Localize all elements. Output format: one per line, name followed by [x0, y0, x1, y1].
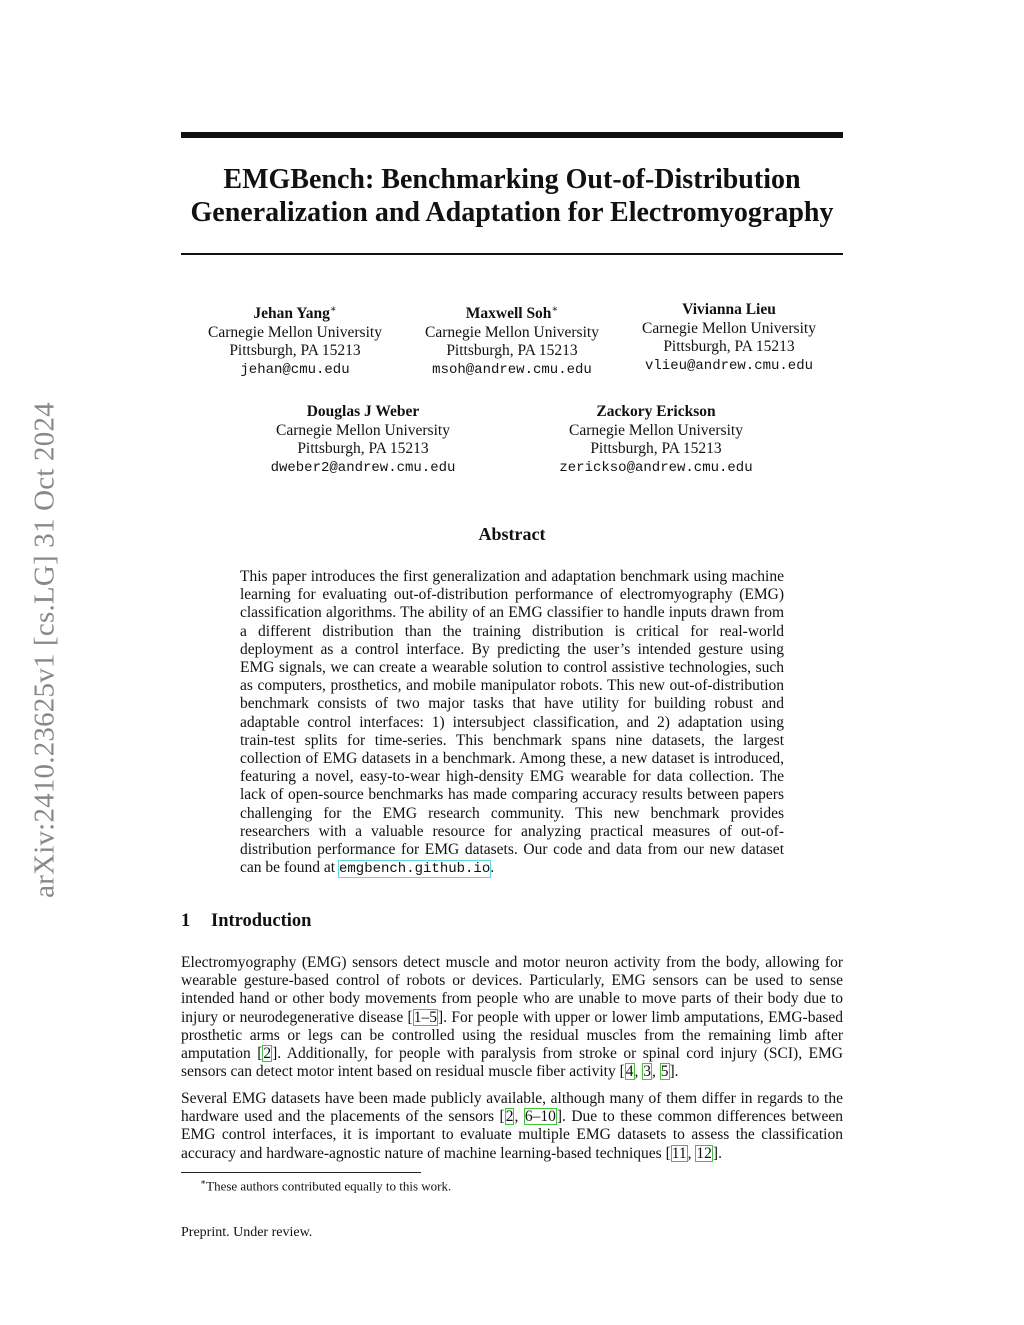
project-url-link[interactable]: emgbench.github.io — [339, 861, 491, 878]
author-address: Pittsburgh, PA 15213 — [590, 440, 722, 457]
paper-title — [181, 163, 843, 229]
author-name: Douglas J Weber — [306, 403, 420, 420]
title-rule-bottom — [181, 253, 843, 255]
author-address: Pittsburgh, PA 15213 — [229, 342, 361, 360]
author-block — [180, 301, 410, 379]
author-affiliation: Carnegie Mellon University — [642, 319, 816, 337]
citation-link[interactable]: 1–5 — [413, 1008, 437, 1026]
author-name: Zackory Erickson — [596, 403, 716, 420]
title-rule-top — [181, 132, 843, 138]
citation-link[interactable]: 11 — [671, 1144, 687, 1162]
author-email[interactable]: msoh@andrew.cmu.edu — [432, 361, 592, 378]
footnote: ∗These authors contributed equally to this work. — [200, 1177, 452, 1194]
author-block — [614, 301, 844, 375]
author-affiliation: Carnegie Mellon University — [276, 421, 450, 439]
citation-link[interactable]: 3 — [643, 1063, 652, 1081]
author-email[interactable]: jehan@cmu.edu — [240, 361, 350, 378]
author-name: Jehan Yang∗ — [253, 304, 337, 323]
author-block — [541, 403, 771, 477]
intro-paragraph-2: Several EMG datasets have been made publicly available, although many of them differ in regards to the hardware used and the placements of the sensors [2, 6–10]. Due to these common differences between EMG control interfaces, it is important to evaluate multiple EMG datasets to assess the classification accuracy and hardware-agnostic nature of machine learning-based techniques [11, 12]. — [181, 1090, 843, 1162]
citation-link[interactable]: 2 — [263, 1045, 272, 1063]
author-name: Vivianna Lieu — [682, 301, 776, 318]
author-address: Pittsburgh, PA 15213 — [663, 338, 795, 355]
preprint-note: Preprint. Under review. — [181, 1225, 313, 1240]
abstract-text: This paper introduces the first generalization and adaptation benchmark using machine learning for evaluating out-of-distribution performance of electromyography (EMG) classification algorithms. The ability of an EMG classifier to handle inputs drawn from a different distribution than the training distribution is critical for real-world deployment as a control interface. By predicting the user’s intended gesture using EMG signals, we can create a wearable solution to control assistive technologies, such as computers, prosthetics, and mobile manipulator robots. This new out-of-distribution benchmark consists of two major tasks that have utility for building robust and adaptable control interfaces: 1) intersubject classification, and 2) adaptation using train-test splits for time-series. This benchmark spans nine datasets, the largest collection of EMG datasets in a benchmark. Among these, a new dataset is introduced, featuring a novel, easy-to-wear high-density EMG wearable for data collection. The lack of open-source benchmarks has made comparing accuracy results between papers challenging for the EMG research community. This new benchmark provides researchers with a valuable resource for analyzing practical measures of out-of-distribution performance for EMG datasets. Our code and data from our new dataset can be found at emgbench.github.io. — [240, 568, 784, 878]
footnote-rule — [181, 1172, 421, 1173]
title-line-2: Generalization and Adaptation for Electromyography — [190, 197, 834, 228]
author-block — [248, 403, 478, 477]
author-block — [397, 301, 627, 379]
author-name: Maxwell Soh∗ — [465, 304, 559, 323]
citation-link[interactable]: 12 — [696, 1144, 712, 1162]
citation-link[interactable]: 2 — [505, 1108, 514, 1126]
author-affiliation: Carnegie Mellon University — [569, 421, 743, 439]
author-address: Pittsburgh, PA 15213 — [446, 342, 578, 360]
citation-link[interactable]: 6–10 — [524, 1108, 556, 1126]
abstract-heading: Abstract — [478, 524, 546, 544]
section-title: Introduction — [211, 911, 312, 931]
author-email[interactable]: zerickso@andrew.cmu.edu — [559, 459, 753, 476]
author-address: Pittsburgh, PA 15213 — [297, 440, 429, 457]
author-email[interactable]: vlieu@andrew.cmu.edu — [644, 357, 814, 374]
intro-paragraph-1: Electromyography (EMG) sensors detect muscle and motor neuron activity from the body, allowing for wearable gesture-based control of robots or devices. Particularly, EMG sensors can be used to sense intended hand or other body movements from people who are unable to move parts of their body due to injury or neurodegenerative disease [1–5]. For people with upper or lower limb amputations, EMG-based prosthetic arms or legs can be controlled using the residual muscles from the remaining limb after amputation [2]. Additionally, for people with paralysis from stroke or spinal cord injury (SCI), EMG sensors can detect motor intent based on residual muscle fiber activity [4, 3, 5]. — [181, 954, 843, 1081]
arxiv-identifier: arXiv:2410.23625v1 [cs.LG] 31 Oct 2024 — [28, 402, 61, 898]
section-heading-introduction — [181, 911, 311, 932]
author-affiliation: Carnegie Mellon University — [425, 323, 599, 341]
title-line-1: EMGBench: Benchmarking Out-of-Distribution — [223, 164, 801, 195]
author-email[interactable]: dweber2@andrew.cmu.edu — [270, 459, 456, 476]
section-number: 1 — [181, 911, 191, 931]
citation-link[interactable]: 5 — [660, 1063, 669, 1081]
author-affiliation: Carnegie Mellon University — [208, 323, 382, 341]
citation-link[interactable]: 4 — [625, 1063, 634, 1081]
